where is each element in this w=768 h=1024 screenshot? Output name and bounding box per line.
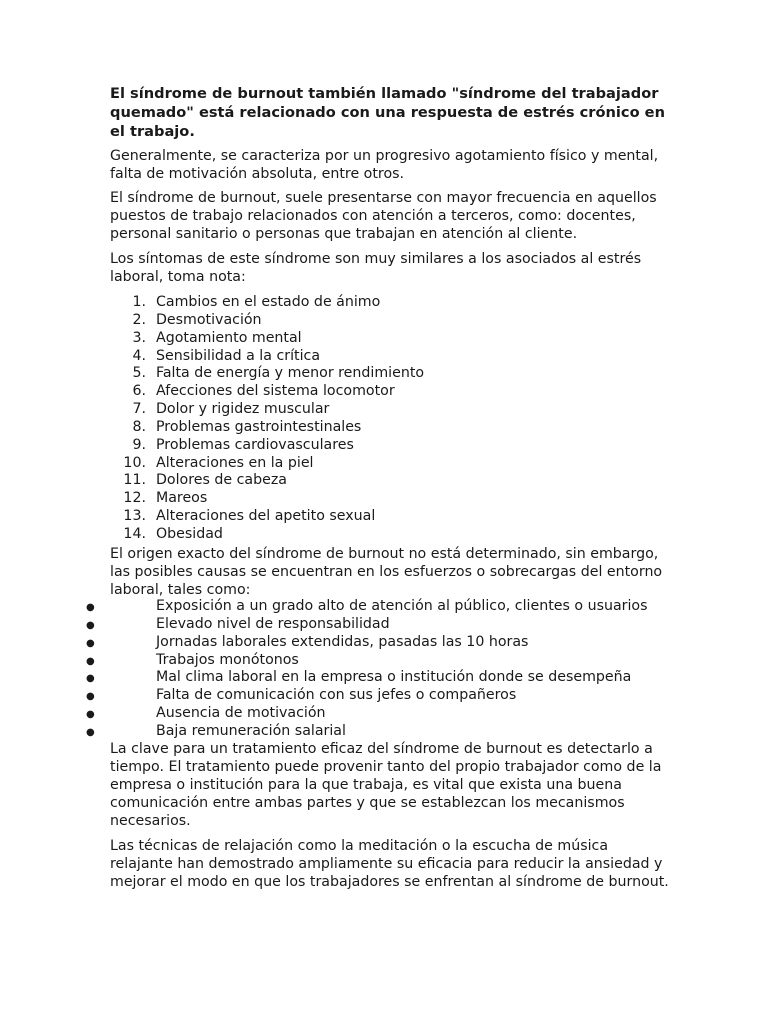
list-item-text: Mareos [156,490,208,507]
list-item-text: Baja remuneración salarial [156,722,346,739]
list-item-text: Falta de comunicación con sus jefes o compañeros [156,687,517,704]
list-number: 14. [123,525,146,542]
paragraph-treatment: La clave para un tratamiento eficaz del síndrome de burnout es detectarlo a tiempo. El tratamiento puede provenir tanto del propio trabajador como de la empresa o institución para la que trabaja, es vital que exista una buena comunicación entre ambas partes y que se establezcan los mecanismos necesarios. [110,741,662,829]
list-item-text: Alteraciones en la piel [156,454,314,471]
list-number: 2. [132,311,146,328]
document-heading: El síndrome de burnout también llamado "síndrome del trabajador quemado" está relacionado con una respuesta de estrés crónico en el trabajo. [110,85,665,140]
list-number: 8. [132,418,146,435]
bullet-icon: ● [86,709,95,721]
bullet-icon: ● [86,655,95,667]
list-number: 13. [123,508,146,525]
bullet-icon: ● [86,637,95,649]
bullet-icon: ● [86,602,95,613]
list-item-text: Mal clima laboral en la empresa o institución donde se desempeña [156,669,632,686]
list-number: 1. [132,294,146,310]
list-item-text: Elevado nivel de responsabilidad [156,615,390,632]
list-number: 10. [123,454,146,471]
list-number: 3. [132,329,146,346]
list-number: 11. [123,472,146,489]
list-item-text: Dolores de cabeza [156,472,287,489]
list-item-text: Afecciones del sistema locomotor [156,383,395,400]
bullet-icon: ● [86,673,95,685]
list-number: 5. [132,365,146,382]
list-item-text: Desmotivación [156,311,262,328]
list-item-text: Jornadas laborales extendidas, pasadas las 10 horas [156,633,529,650]
list-number: 4. [132,347,146,364]
paragraph-intro: Generalmente, se caracteriza por un progresivo agotamiento físico y mental, falta de motivación absoluta, entre otros. [110,148,659,182]
list-number: 9. [132,436,146,453]
bullet-icon: ● [86,726,95,738]
list-item-text: Falta de energía y menor rendimiento [156,365,425,382]
list-item-text: Dolor y rigidez muscular [156,401,330,418]
list-item-text: Alteraciones del apetito sexual [156,508,376,525]
paragraph-symptoms-intro: Los síntomas de este síndrome son muy similares a los asociados al estrés laboral, toma nota: [110,251,642,285]
paragraph-causes-intro: El origen exacto del síndrome de burnout no está determinado, sin embargo, las posibles causas se encuentran en los esfuerzos o sobrecargas del entorno laboral, tales como: [110,546,663,598]
paragraph-relaxation: Las técnicas de relajación como la meditación o la escucha de música relajante han demostrado ampliamente su eficacia para reducir la ansiedad y mejorar el modo en que los trabajadores se enfrentan al síndrome de burnout. [110,838,669,890]
list-item-text: Cambios en el estado de ánimo [156,294,381,310]
bullet-icon: ● [86,619,95,631]
paragraph-frequency: El síndrome de burnout, suele presentarse con mayor frecuencia en aquellos puestos de trabajo relacionados con atención a terceros, como: docentes, personal sanitario o personas que trabajan en atención al cliente. [110,190,657,242]
list-number: 12. [123,490,146,507]
list-item-text: Obesidad [156,525,223,542]
list-item-text: Problemas gastrointestinales [156,418,362,435]
list-item-text: Exposición a un grado alto de atención al público, clientes o usuarios [156,598,648,614]
list-item-text: Ausencia de motivación [156,705,326,722]
list-number: 6. [132,383,146,400]
list-item-text: Problemas cardiovasculares [156,436,354,453]
list-item-text: Sensibilidad a la crítica [156,347,321,364]
list-item-text: Agotamiento mental [156,329,302,346]
list-number: 7. [132,401,146,418]
list-item-text: Trabajos monótonos [156,651,299,668]
bullet-icon: ● [86,691,95,703]
